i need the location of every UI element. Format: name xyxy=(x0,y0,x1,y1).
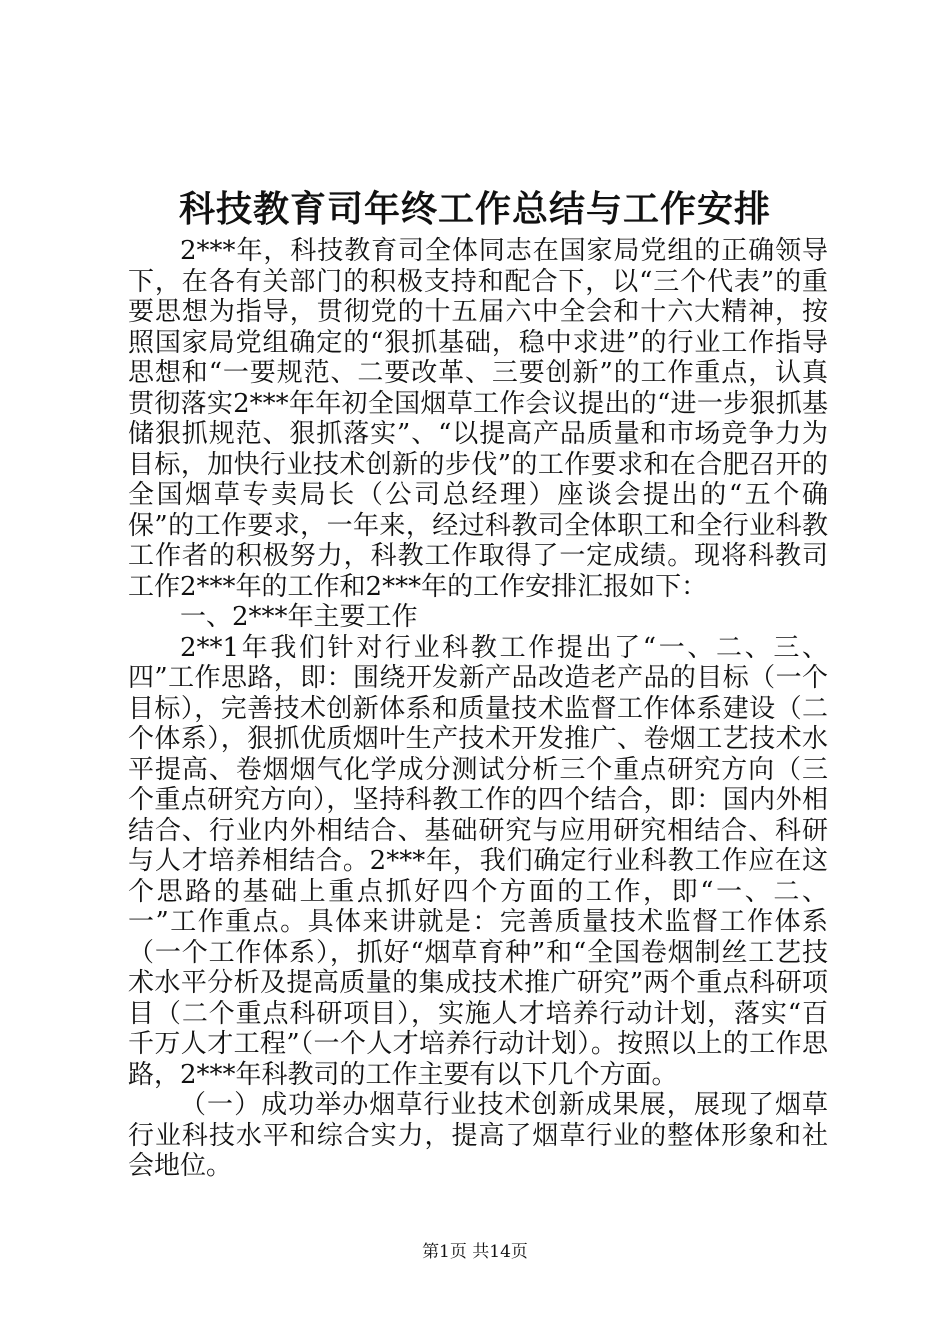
document-body xyxy=(128,236,828,1182)
page-footer: 第1页 共14页 xyxy=(422,1242,528,1262)
document-title: 科技教育司年终工作总结与工作安排 xyxy=(178,188,771,230)
paragraph-intro: 2***年，科技教育司全体同志在国家局党组的正确领导下，在各有关部门的积极支持和配合下，以“三个代表”的重要思想为指导，贯彻党的十五届六中全会和十六大精神，按照国家局党组确定的“狠抓基础，稳中求进”的行业工作指导思想和“一要规范、二要改革、三要创新”的工作重点，认真贯彻落实2***年年初全国烟草工作会议提出的“进一步狠抓基储狠抓规范、狠抓落实”、“以提高产品质量和市场竞争力为目标，加快行业技术创新的步伐”的工作要求和在合肥召开的全国烟草专卖局长（公司总经理）座谈会提出的“五个确保”的工作要求，一年来，经过科教司全体职工和全行业科教工作者的积极努力，科教工作取得了一定成绩。现将科教司工作2***年的工作和2***年的工作安排汇报如下： xyxy=(128,236,828,602)
paragraph-work-ideas: 2**1年我们针对行业科教工作提出了“一、二、三、四”工作思路，即：围绕开发新产品改造老产品的目标（一个目标），完善技术创新体系和质量技术监督工作体系建设（二个体系），狠抓优质烟叶生产技术开发推广、卷烟工艺技术水平提高、卷烟烟气化学成分测试分析三个重点研究方向（三个重点研究方向），坚持科教工作的四个结合，即：国内外相结合、行业内外相结合、基础研究与应用研究相结合、科研与人才培养相结合。2***年，我们确定行业科教工作应在这个思路的基础上重点抓好四个方面的工作，即“一、二、一”工作重点。具体来讲就是：完善质量技术监督工作体系（一个工作体系），抓好“烟草育种”和“全国卷烟制丝工艺技术水平分析及提高质量的集成技术推广研究”两个重点科研项目（二个重点科研项目），实施人才培养行动计划，落实“百千万人才工程”（一个人才培养行动计划）。按照以上的工作思路，2***年科教司的工作主要有以下几个方面。 xyxy=(128,632,828,1090)
section-heading: 一、2***年主要工作 xyxy=(180,602,418,632)
paragraph-subsection-1: （一）成功举办烟草行业技术创新成果展，展现了烟草行业科技水平和综合实力，提高了烟草行业的整体形象和社会地位。 xyxy=(128,1090,828,1181)
